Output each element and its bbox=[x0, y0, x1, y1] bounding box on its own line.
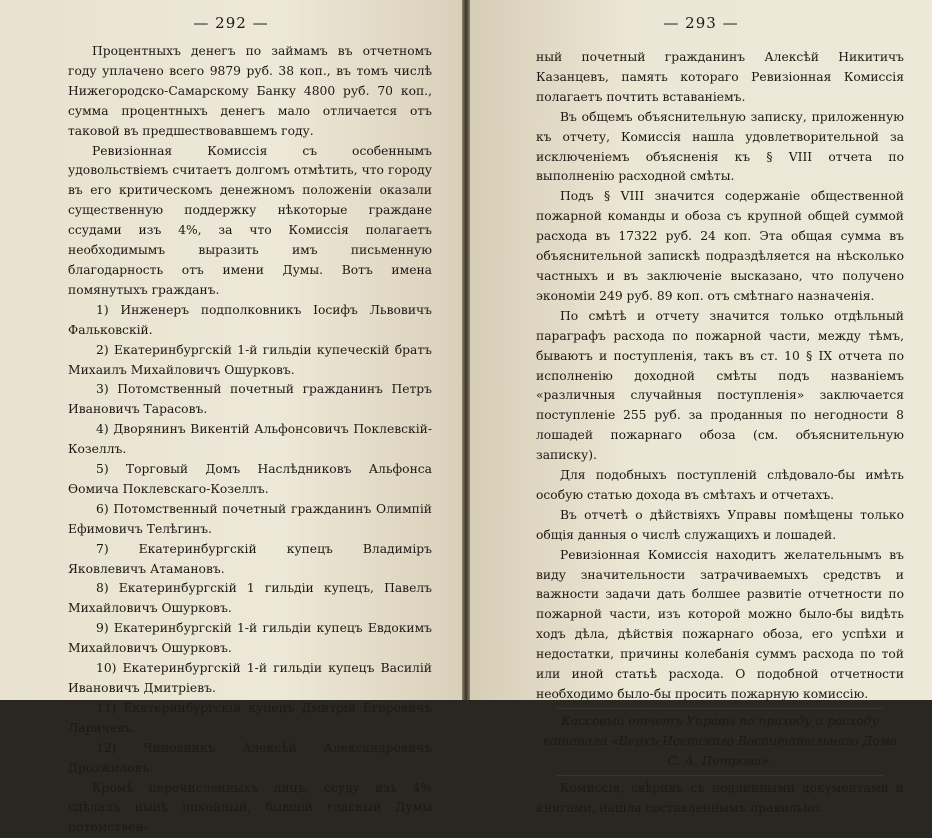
page-number: — 293 — bbox=[663, 14, 739, 32]
list-item: 12) Чиновникъ Алексѣй Александровичъ Дрозжиловъ. bbox=[68, 740, 432, 775]
list-item: 2) Екатеринбургскій 1-й гильдіи купеческій братъ Михаилъ Михайловичъ Ошурковъ. bbox=[68, 342, 432, 377]
list-item: 7) Екатеринбургскій купецъ Владиміръ Яковлевичъ Атамановъ. bbox=[68, 541, 432, 576]
list-item: 10) Екатеринбургскій 1-й гильдіи купецъ Василій Ивановичъ Дмитріевъ. bbox=[68, 661, 432, 695]
page-number: — 292 — bbox=[193, 14, 269, 32]
list-item: 11) Екатеринбургскій купецъ Дмитрій Егоровичъ Ларичевъ. bbox=[68, 700, 432, 735]
right-page-text bbox=[536, 48, 904, 818]
list-item: 4) Дворянинъ Викентій Альфонсовичъ Поклевскій-Козеллъ. bbox=[68, 422, 432, 457]
left-page-text bbox=[68, 42, 432, 838]
list-item: 8) Екатеринбургскій 1 гильдіи купецъ, Павелъ Михайловичъ Ошурковъ. bbox=[68, 581, 432, 616]
paragraph: Ревизіонная Комиссія находитъ желательнымъ въ виду значительности затрачиваемыхъ средствъ и важности задачи дать болшее развитіе отчетности по пожарной части, изъ которой можно было-бы видѣть ходъ дѣла, дѣйствія пожарнаго обоза, его успѣхи и недостатки, причины колебанія суммъ расхода по той или иной статьѣ расхода. О подобной отчетности необходимо было-бы просить пожарную комиссію. bbox=[536, 547, 904, 701]
section-divider bbox=[556, 708, 884, 709]
paragraph: Кромѣ перечисленныхъ лицъ, ссуду изъ 4% сдѣлалъ нынѣ покойный, бывшій гласный Думы потомствен- bbox=[68, 780, 432, 835]
list-item: 6) Потомственный почетный гражданинъ Олимпій Ефимовичъ Телѣгинъ. bbox=[68, 501, 432, 536]
section-divider bbox=[556, 775, 884, 776]
paragraph: Подъ § VIII значится содержаніе общественной пожарной команды и обоза съ крупной общей суммой расхода въ 17322 руб. 24 коп. Эта общая сумма въ объяснительной запискѣ подраздѣляется на нѣсколько частныхъ и въ заключеніе высказано, что получено экономіи 249 руб. 89 коп. отъ смѣтнаго назначенія. bbox=[536, 189, 904, 303]
list-item: 9) Екатеринбургскій 1-й гильдіи купецъ Евдокимъ Михайловичъ Ошурковъ. bbox=[68, 621, 432, 656]
paragraph: Ревизіонная Комиссія съ особеннымъ удовольствіемъ считаетъ долгомъ отмѣтить, что городу въ его критическомъ денежномъ положеніи оказали существенную поддержку нѣкоторые граждане ссудами изъ 4%, за что Комиссія полагаетъ необходимымъ выразить имъ письменную благодарность отъ имени Думы. Вотъ имена помянутыхъ гражданъ. bbox=[68, 143, 432, 297]
section-title: Кассовый отчетъ Управы по приходу и расходу капитала «Верхъ-Исетскаго Воспитательнаго Дома С. А. Петрова». bbox=[542, 713, 898, 768]
paragraph: Для подобныхъ поступленій слѣдовало-бы имѣть особую статью дохода въ смѣтахъ и отчетахъ. bbox=[536, 468, 904, 502]
left-page bbox=[0, 0, 462, 835]
paragraph: Комиссія, свѣривъ съ подлинными документами и книгами, нашла составленнымъ правильно. bbox=[536, 780, 904, 815]
list-item: 3) Потомственный почетный гражданинъ Петръ Ивановичъ Тарасовъ. bbox=[68, 382, 432, 417]
paragraph: ный почетный гражданинъ Алексѣй Никитичъ Казанцевъ, память котораго Ревизіонная Комиссія полагаетъ почтить вставаніемъ. bbox=[536, 50, 904, 104]
paragraph: Въ отчетѣ о дѣйствіяхъ Управы помѣщены только общія данныя о числѣ служащихъ и лошадей. bbox=[536, 507, 904, 542]
list-item: 5) Торговый Домъ Наслѣдниковъ Альфонса Ѳомича Поклевскаго-Козеллъ. bbox=[68, 462, 432, 496]
book-gutter bbox=[462, 0, 470, 700]
right-page bbox=[470, 0, 932, 815]
paragraph: Въ общемъ объяснительную записку, приложенную къ отчету, Комиссія нашла удовлетворительной за исключеніемъ объясненія къ § VIII отчета по выполненію расходной смѣты. bbox=[536, 109, 904, 184]
list-item: 1) Инженеръ подполковникъ Іосифъ Львовичъ Фальковскій. bbox=[68, 302, 432, 337]
paragraph: Процентныхъ денегъ по займамъ въ отчетномъ году уплачено всего 9879 руб. 38 коп., въ томъ числѣ Нижегородско-Самарскому Банку 4800 руб. 70 коп., сумма процентныхъ денегъ мало отличается отъ таковой въ предшествовавшемъ году. bbox=[68, 44, 432, 138]
paragraph: По смѣтѣ и отчету значится только отдѣльный параграфъ расхода по пожарной части, между тѣмъ, бываютъ и поступленія, такъ въ ст. 10 § IX отчета по исполненію доходной смѣты подъ названіемъ «различныя случайныя поступленія» заключается поступленіе 255 руб. за проданныя по негодности 8 лошадей пожарнаго обоза (см. объяснительную записку). bbox=[536, 308, 904, 463]
